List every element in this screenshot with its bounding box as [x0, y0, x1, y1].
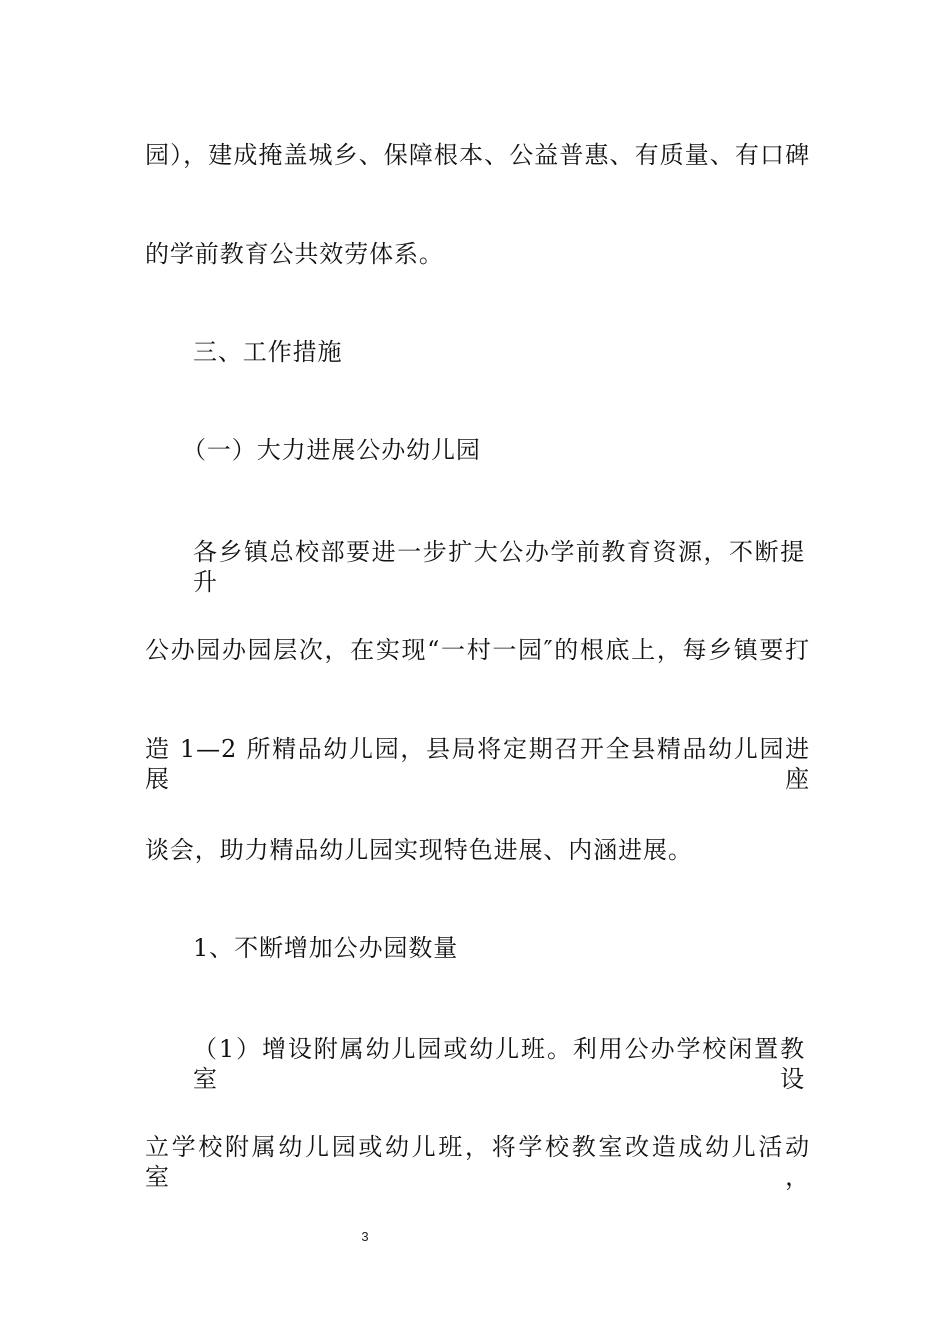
subsection-heading: （一）大力进展公办幼儿园 [182, 436, 481, 464]
item-heading: 1、不断增加公办园数量 [193, 934, 459, 962]
paragraph-line: 造 1—2 所精品幼儿园，县局将定期召开全县精品幼儿园进展座 [145, 735, 810, 793]
section-heading: 三、工作措施 [193, 338, 343, 366]
paragraph-line: 立学校附属幼儿园或幼儿班，将学校教室改造成幼儿活动室， [145, 1133, 810, 1191]
paragraph-line: 公办园办园层次，在实现“一村一园″的根底上，每乡镇要打 [145, 636, 810, 664]
paragraph-line: 园），建成掩盖城乡、保障根本、公益普惠、有质量、有口碑 [145, 141, 810, 169]
paragraph-line: 谈会，助力精品幼儿园实现特色进展、内涵进展。 [145, 836, 693, 864]
page-number: 3 [361, 1229, 369, 1244]
paragraph-line: 的学前教育公共效劳体系。 [145, 240, 444, 268]
paragraph-line: 各乡镇总校部要进一步扩大公办学前教育资源，不断提升 [193, 538, 805, 596]
paragraph-line: （1）增设附属幼儿园或幼儿班。利用公办学校闲置教室设 [193, 1035, 805, 1093]
